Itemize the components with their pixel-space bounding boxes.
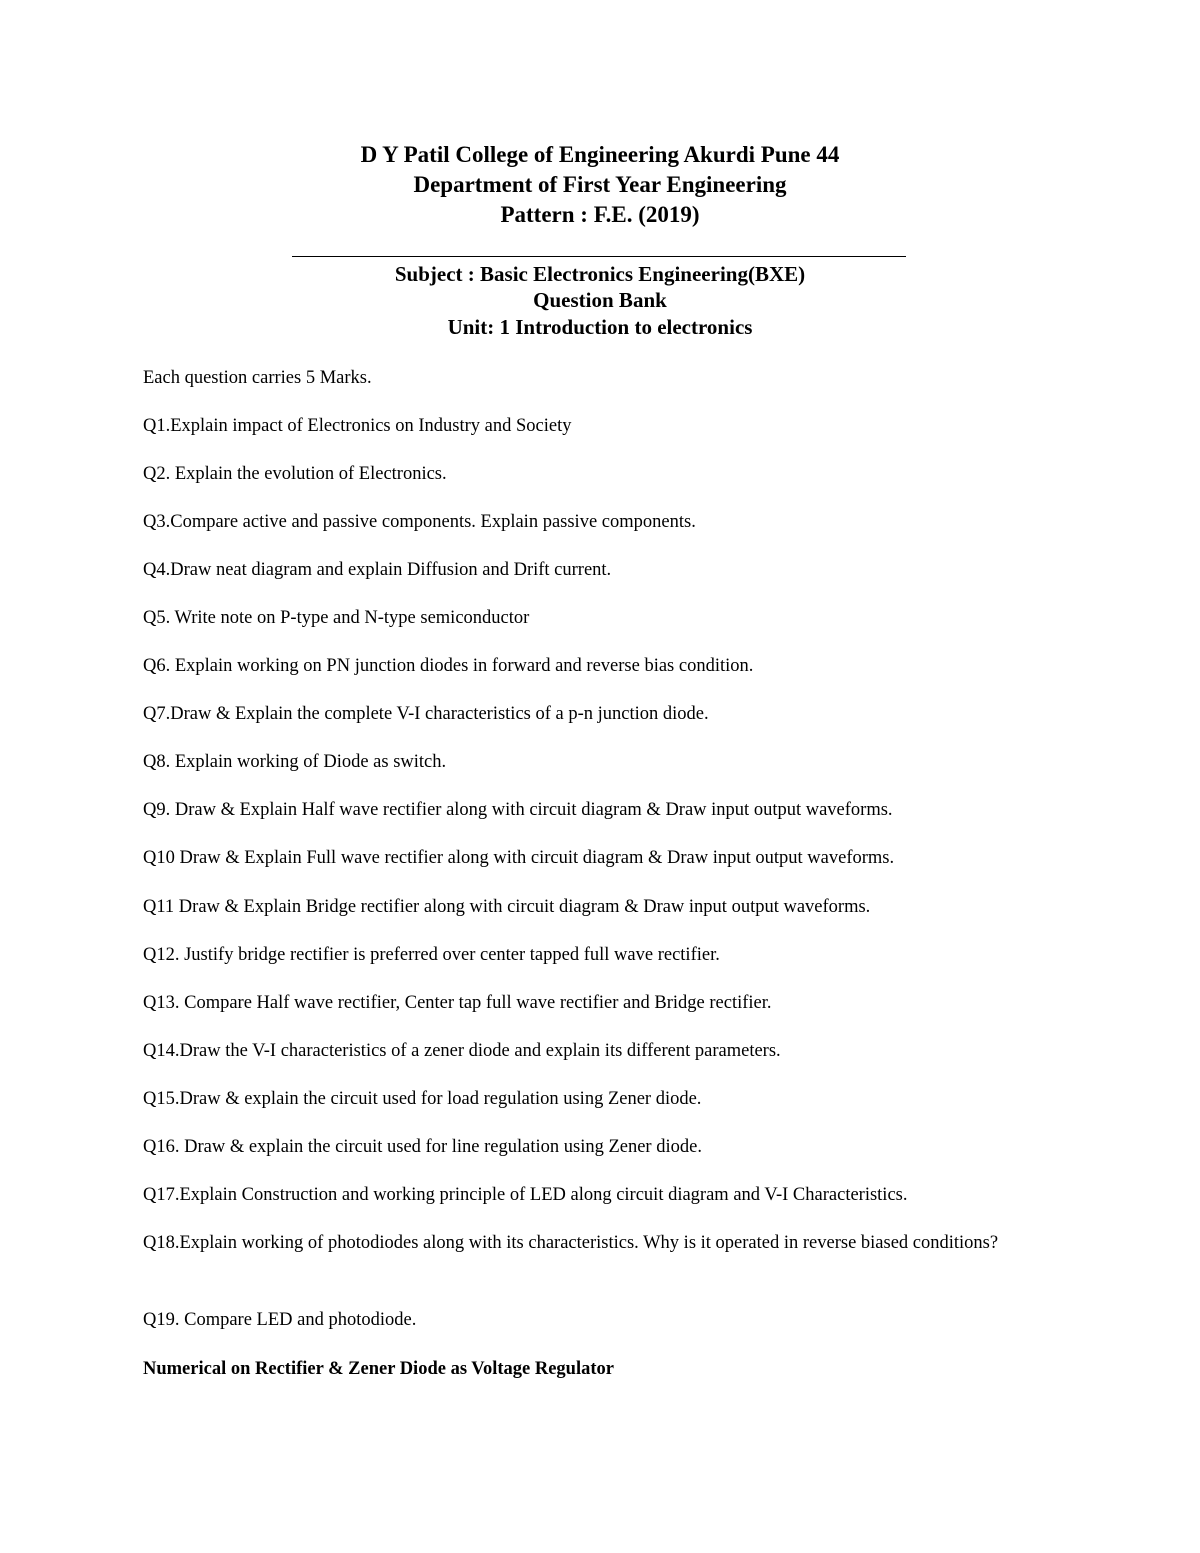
question-item: Q17.Explain Construction and working principle of LED along circuit diagram and V-I Characteristics.	[143, 1185, 908, 1205]
instructions-text: Each question carries 5 Marks.	[143, 368, 372, 388]
question-item: Q3.Compare active and passive components. Explain passive components.	[143, 512, 696, 532]
question-item: Q10 Draw & Explain Full wave rectifier along with circuit diagram & Draw input output waveforms.	[143, 848, 895, 868]
question-item: Q9. Draw & Explain Half wave rectifier along with circuit diagram & Draw input output waveforms.	[143, 800, 893, 820]
question-item: Q6. Explain working on PN junction diodes in forward and reverse bias condition.	[143, 656, 754, 676]
question-item: Q14.Draw the V-I characteristics of a zener diode and explain its different parameters.	[143, 1041, 781, 1061]
question-item: Q11 Draw & Explain Bridge rectifier along with circuit diagram & Draw input output waveforms.	[143, 897, 871, 917]
question-item: Q7.Draw & Explain the complete V-I characteristics of a p-n junction diode.	[143, 704, 709, 724]
unit-line: Unit: 1 Introduction to electronics	[447, 315, 753, 339]
subject-line: Subject : Basic Electronics Engineering(BXE)	[394, 262, 806, 286]
question-item: Q16. Draw & explain the circuit used for line regulation using Zener diode.	[143, 1137, 702, 1157]
section-heading: Numerical on Rectifier & Zener Diode as Voltage Regulator	[143, 1359, 614, 1379]
question-item: Q8. Explain working of Diode as switch.	[143, 752, 447, 772]
question-item: Q18.Explain working of photodiodes along with its characteristics. Why is it operated in reverse biased conditions?	[143, 1233, 999, 1253]
question-item: Q2. Explain the evolution of Electronics.	[143, 464, 447, 484]
pattern-line: Pattern : F.E. (2019)	[500, 202, 700, 227]
question-item: Q1.Explain impact of Electronics on Industry and Society	[143, 416, 572, 436]
question-item: Q15.Draw & explain the circuit used for load regulation using Zener diode.	[143, 1089, 702, 1109]
doc-type-line: Question Bank	[533, 288, 667, 312]
question-item: Q19. Compare LED and photodiode.	[143, 1310, 417, 1330]
question-item: Q4.Draw neat diagram and explain Diffusion and Drift current.	[143, 560, 612, 580]
question-item: Q5. Write note on P-type and N-type semiconductor	[143, 608, 530, 628]
question-item: Q12. Justify bridge rectifier is preferred over center tapped full wave rectifier.	[143, 945, 720, 965]
department-title: Department of First Year Engineering	[413, 172, 787, 197]
header-divider	[292, 256, 906, 257]
college-title: D Y Patil College of Engineering Akurdi Pune 44	[360, 142, 840, 167]
question-item: Q13. Compare Half wave rectifier, Center tap full wave rectifier and Bridge rectifier.	[143, 993, 772, 1013]
